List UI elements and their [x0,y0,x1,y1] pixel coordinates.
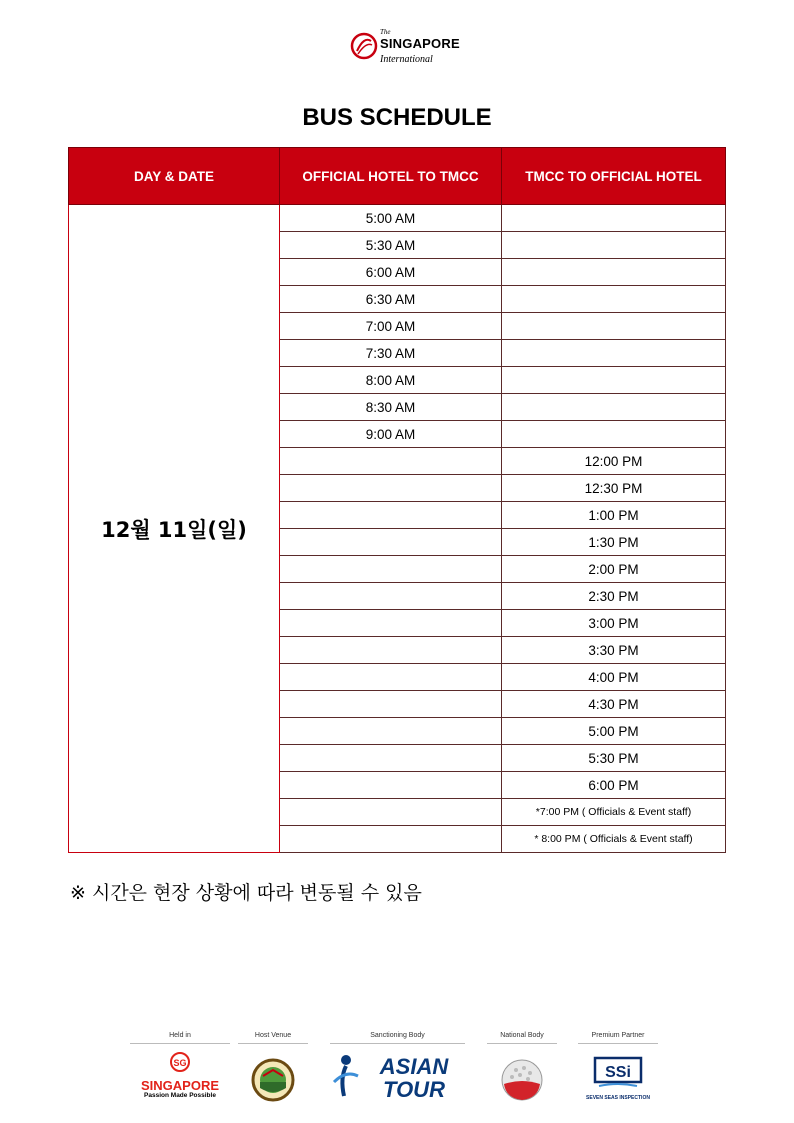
hotel-to-tmcc-cell: 6:00 AM [280,259,502,286]
hotel-to-tmcc-cell [280,448,502,475]
sponsor-premium-partner [578,1032,658,1101]
table-body [69,205,726,853]
sponsor-label: Sanctioning Body [330,1032,465,1044]
asian-tour-line1: ASIAN [379,1054,449,1079]
hotel-to-tmcc-cell [280,502,502,529]
header-hotel-to-tmcc: OFFICIAL HOTEL TO TMCC [280,148,502,205]
hotel-to-tmcc-cell [280,745,502,772]
sponsor-host-venue [238,1032,308,1107]
brand-international: International [380,54,433,65]
ssi-logo-icon [593,1056,643,1090]
svg-text:SG: SG [173,1058,187,1068]
tmcc-to-hotel-cell: 1:30 PM [502,529,726,556]
hotel-to-tmcc-cell [280,718,502,745]
tmcc-to-hotel-cell: *7:00 PM ( Officials & Event staff) [502,799,726,826]
hotel-to-tmcc-cell [280,691,502,718]
tmcc-to-hotel-cell: 5:00 PM [502,718,726,745]
tmcc-to-hotel-cell: 6:00 PM [502,772,726,799]
hotel-to-tmcc-cell: 5:00 AM [280,205,502,232]
tmcc-to-hotel-cell: 1:00 PM [502,502,726,529]
hotel-to-tmcc-cell: 7:30 AM [280,340,502,367]
hotel-to-tmcc-cell: 7:00 AM [280,313,502,340]
hotel-to-tmcc-cell: 8:00 AM [280,367,502,394]
page-title: BUS SCHEDULE [302,104,492,131]
tmcc-to-hotel-cell: 12:00 PM [502,448,726,475]
bus-schedule-table [68,147,726,853]
tmcc-to-hotel-cell [502,232,726,259]
hotel-to-tmcc-cell: 5:30 AM [280,232,502,259]
sponsor-label: Host Venue [238,1032,308,1044]
tmcc-to-hotel-cell: 4:00 PM [502,664,726,691]
tmcc-to-hotel-cell [502,286,726,313]
sponsor-national-body [487,1032,557,1107]
tmcc-to-hotel-cell [502,394,726,421]
hotel-to-tmcc-cell [280,556,502,583]
brand-the: The [380,28,391,36]
sponsor-bar [130,1032,670,1112]
sponsor-held-in [130,1032,230,1105]
tmcc-to-hotel-cell: 5:30 PM [502,745,726,772]
tmcc-to-hotel-cell [502,421,726,448]
hotel-to-tmcc-cell: 6:30 AM [280,286,502,313]
hotel-to-tmcc-cell [280,664,502,691]
tmcc-to-hotel-cell: 2:30 PM [502,583,726,610]
day-date-cell: 12월 11일(일) [69,205,280,853]
schedule-note: ※ 시간은 현장 상황에 따라 변동될 수 있음 [70,882,422,904]
sponsor-sanctioning-body [330,1032,465,1105]
hotel-to-tmcc-cell [280,772,502,799]
hotel-to-tmcc-cell [280,610,502,637]
tmcc-to-hotel-cell [502,259,726,286]
asian-tour-logo-icon [330,1052,465,1100]
tmcc-to-hotel-cell [502,205,726,232]
hotel-to-tmcc-cell [280,637,502,664]
tmcc-to-hotel-cell [502,367,726,394]
hotel-to-tmcc-cell [280,529,502,556]
ssi-logo-text: SSi [605,1064,631,1081]
sga-golf-ball-icon [500,1058,544,1102]
hotel-to-tmcc-cell: 9:00 AM [280,421,502,448]
tmcc-to-hotel-cell: 3:00 PM [502,610,726,637]
brand-mark-icon [350,32,378,60]
tmcc-to-hotel-cell: 12:30 PM [502,475,726,502]
tmcc-to-hotel-cell: * 8:00 PM ( Officials & Event staff) [502,826,726,853]
hotel-to-tmcc-cell: 8:30 AM [280,394,502,421]
header-day-date: DAY & DATE [69,148,280,205]
header-tmcc-to-hotel: TMCC TO OFFICIAL HOTEL [502,148,726,205]
sponsor-label: Premium Partner [578,1032,658,1044]
hotel-to-tmcc-cell [280,583,502,610]
brand-logo [350,28,460,68]
sponsor-label: Held in [130,1032,230,1044]
tmcc-to-hotel-cell [502,313,726,340]
hotel-to-tmcc-cell [280,475,502,502]
brand-name: SINGAPORE [380,36,460,51]
hotel-to-tmcc-cell [280,826,502,853]
tmcc-to-hotel-cell: 2:00 PM [502,556,726,583]
hotel-to-tmcc-cell [280,799,502,826]
sponsor-label: National Body [487,1032,557,1044]
table-header-row [69,148,726,205]
singapore-logo-text: SINGAPORE [140,1078,219,1093]
singapore-tagline: Passion Made Possible [144,1092,216,1099]
table-row [69,205,726,232]
tmcc-to-hotel-cell [502,340,726,367]
asian-tour-line2: TOUR [383,1077,445,1100]
tmcc-to-hotel-cell: 3:30 PM [502,637,726,664]
tmcc-to-hotel-cell: 4:30 PM [502,691,726,718]
ssi-tagline: SEVEN SEAS INSPECTION [586,1095,650,1101]
tmcc-crest-icon [251,1058,295,1102]
